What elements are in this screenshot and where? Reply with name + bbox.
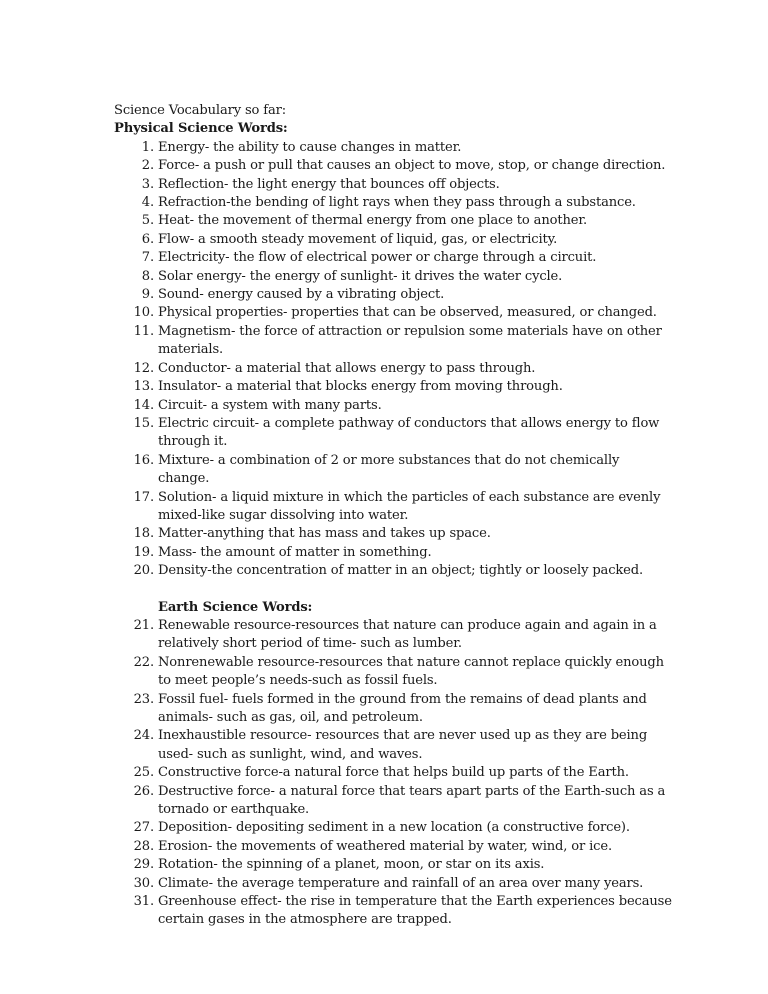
item-number: 31. [133,894,154,910]
item-number: 14. [133,397,154,413]
item-definition: Heat- the movement of thermal energy from one place to another. [158,213,588,229]
vocabulary-item [114,562,674,580]
item-definition: Renewable resource-resources that nature can produce again and again in a relatively short period of time- such as lumber. [158,617,657,652]
item-definition: Electricity- the flow of electrical power or charge through a circuit. [158,250,597,266]
vocabulary-item [114,194,674,212]
item-number: 21. [133,617,154,633]
vocabulary-item [114,176,674,194]
vocabulary-item [114,764,674,782]
item-number: 25. [133,765,154,781]
item-definition: Physical properties- properties that can be observed, measured, or changed. [158,305,657,321]
item-number: 1. [141,139,154,155]
item-definition: Mass- the amount of matter in something. [158,544,432,560]
item-definition: Magnetism- the force of attraction or repulsion some materials have on other materials. [158,323,662,358]
item-definition: Erosion- the movements of weathered material by water, wind, or ice. [158,838,612,854]
vocabulary-item [114,654,674,691]
vocabulary-item [114,727,674,764]
item-definition: Destructive force- a natural force that tears apart parts of the Earth-such as a tornado or earthquake. [158,783,666,818]
item-number: 13. [133,379,154,395]
item-definition: Climate- the average temperature and rainfall of an area over many years. [158,875,644,891]
item-definition: Force- a push or pull that causes an object to move, stop, or change direction. [158,158,666,174]
vocabulary-item [114,875,674,893]
item-number: 17. [133,489,154,505]
item-number: 20. [133,563,154,579]
document-intro: Science Vocabulary so far: [114,103,287,118]
earth-science-heading: Earth Science Words: [158,599,313,615]
vocabulary-item [114,397,674,415]
earth-science-list [114,617,674,930]
vocabulary-item [114,489,674,526]
item-definition: Deposition- depositing sediment in a new location (a constructive force). [158,820,630,836]
item-number: 30. [133,875,154,891]
vocabulary-item [114,268,674,286]
vocabulary-item [114,783,674,820]
item-number: 22. [133,654,154,670]
item-number: 2. [141,158,154,174]
item-definition: Sound- energy caused by a vibrating object. [158,287,445,303]
physical-science-heading: Physical Science Words: [114,121,288,137]
vocabulary-item [114,819,674,837]
vocabulary-item [114,452,674,489]
vocabulary-item [114,286,674,304]
item-number: 7. [141,250,154,266]
vocabulary-item [114,525,674,543]
item-definition: Flow- a smooth steady movement of liquid, gas, or electricity. [158,231,558,247]
item-definition: Circuit- a system with many parts. [158,397,382,413]
item-number: 24. [133,728,154,744]
vocabulary-item [114,617,674,654]
item-number: 11. [133,323,154,339]
vocabulary-item [114,249,674,267]
vocabulary-item [114,157,674,175]
item-definition: Nonrenewable resource-resources that nature cannot replace quickly enough to meet people’s needs-such as fossil fuels. [158,654,664,689]
item-definition: Mixture- a combination of 2 or more substances that do not chemically change. [158,452,620,487]
vocabulary-item [114,415,674,452]
physical-science-list [114,139,674,581]
item-definition: Energy- the ability to cause changes in matter. [158,139,462,155]
item-number: 18. [133,526,154,542]
item-number: 9. [141,287,154,303]
item-number: 4. [141,195,154,211]
item-number: 19. [133,544,154,560]
vocabulary-item [114,691,674,728]
vocabulary-item [114,360,674,378]
item-definition: Electric circuit- a complete pathway of conductors that allows energy to flow through it. [158,415,660,450]
item-definition: Conductor- a material that allows energy to pass through. [158,360,536,376]
item-number: 12. [133,360,154,376]
vocabulary-item [114,304,674,322]
item-definition: Solar energy- the energy of sunlight- it drives the water cycle. [158,268,563,284]
item-number: 16. [133,452,154,468]
item-definition: Rotation- the spinning of a planet, moon, or star on its axis. [158,857,545,873]
item-definition: Insulator- a material that blocks energy from moving through. [158,379,563,395]
vocabulary-item [114,378,674,396]
item-number: 8. [141,268,154,284]
item-number: 29. [133,857,154,873]
item-definition: Density-the concentration of matter in an object; tightly or loosely packed. [158,563,644,579]
item-definition: Solution- a liquid mixture in which the particles of each substance are evenly mixed-like sugar dissolving into water. [158,489,661,523]
item-number: 6. [141,231,154,247]
item-definition: Fossil fuel- fuels formed in the ground from the remains of dead plants and animals- such as gas, oil, and petroleum. [158,691,647,725]
item-definition: Matter-anything that has mass and takes up space. [158,526,491,542]
item-number: 3. [141,176,154,192]
item-number: 23. [133,691,154,707]
vocabulary-item [114,139,674,157]
vocabulary-item [114,838,674,856]
item-number: 10. [133,305,154,321]
item-number: 27. [133,820,154,836]
vocabulary-item [114,231,674,249]
item-definition: Greenhouse effect- the rise in temperature that the Earth experiences because certain gases in the atmosphere are trapped. [158,894,672,928]
item-definition: Reflection- the light energy that bounces off objects. [158,176,500,192]
vocabulary-item [114,893,674,930]
item-number: 26. [133,783,154,799]
item-number: 15. [133,415,154,431]
vocabulary-item [114,212,674,230]
item-definition: Refraction-the bending of light rays when they pass through a substance. [158,195,636,211]
vocabulary-item [114,856,674,874]
vocabulary-item [114,544,674,562]
item-definition: Inexhaustible resource- resources that are never used up as they are being used- such as sunlight, wind, and waves. [158,728,648,762]
item-definition: Constructive force-a natural force that helps build up parts of the Earth. [158,765,629,781]
item-number: 5. [141,213,154,229]
document-page [114,102,674,930]
item-number: 28. [133,838,154,854]
vocabulary-item [114,323,674,360]
